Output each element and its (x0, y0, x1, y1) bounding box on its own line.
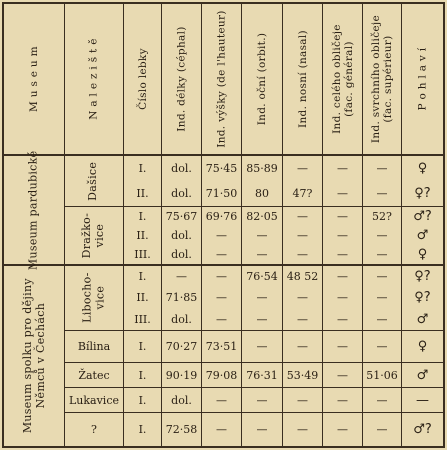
site-bilina: Bílina (77, 340, 111, 353)
site-drazkovice-line1: Dražko- (80, 212, 94, 259)
cell-sex: ♀? (414, 186, 431, 201)
cell-face: — (337, 187, 348, 200)
museum-pardubice: Museum pardubické (26, 150, 40, 270)
cell-height: 73·51 (205, 340, 238, 353)
cell-face: — (337, 229, 348, 242)
rule-bottom (2, 446, 445, 448)
cell-height: — (216, 312, 227, 326)
cell-nasal: 47? (292, 187, 313, 200)
site-libochovice-line2: vice (92, 286, 106, 310)
cell-height: 75·45 (205, 162, 238, 175)
cell-face: — (337, 291, 348, 304)
cell-length: dol. (171, 187, 192, 200)
cell-face: — (337, 162, 348, 175)
cell-sex: ♀ (417, 161, 428, 176)
cell-upper: — (376, 248, 388, 261)
cell-sex: — (416, 392, 429, 408)
cell-height: — (216, 229, 227, 242)
cell-orbital: — (256, 291, 268, 304)
cell-sex: ♂ (416, 367, 429, 383)
cell-nasal: — (297, 162, 308, 175)
cell-sex: ♂ (416, 311, 429, 327)
cell-face: — (337, 248, 348, 261)
cell-nasal: — (297, 340, 308, 353)
site-drazkovice-line2: vice (92, 223, 106, 248)
cell-orbital: 76·54 (246, 270, 278, 283)
cell-upper: — (376, 393, 388, 407)
header-face-index (323, 4, 362, 154)
cell-nasal: — (297, 312, 308, 326)
cell-orbital: — (256, 423, 268, 436)
cell-sex: ♀? (414, 290, 431, 305)
cell-sex: ♀ (417, 339, 428, 354)
cell-height: 71·50 (205, 187, 238, 200)
museum-spolek-line2: Němců v Čechách (33, 303, 46, 409)
cell-sex: ♂ (416, 228, 429, 243)
header-upperface-line2: (fac. supérieur) (382, 35, 394, 123)
cell-upper: 51·06 (366, 368, 398, 382)
cell-height: — (216, 248, 227, 261)
header-upperface-index (363, 4, 401, 154)
cell-nasal: — (297, 248, 308, 261)
cell-sex: ♀ (417, 247, 428, 262)
cell-nasal: 53·49 (286, 368, 319, 382)
cell-length: dol. (171, 162, 192, 175)
cell-face: — (337, 368, 348, 382)
cell-nasal: — (297, 393, 308, 407)
cell-length: dol. (171, 229, 192, 242)
cell-upper: — (376, 187, 388, 200)
header-height-index: Ind. výšky (de l'hauteur) (215, 10, 228, 148)
header-museum: M u s e u m (27, 46, 40, 112)
header-site: N a l e z i š t ě (87, 38, 100, 120)
cell-orbital: 76·31 (246, 368, 278, 382)
cell-face: — (337, 393, 348, 407)
site-dasice: Dašice (86, 161, 100, 201)
cell-face: — (337, 270, 348, 283)
cell-face: — (337, 210, 348, 223)
cell-height: — (216, 423, 227, 436)
cell-upper: — (376, 312, 388, 326)
cell-orbital: 85·89 (246, 162, 278, 175)
cell-upper: 52? (372, 210, 392, 223)
site-libochovice (65, 266, 123, 330)
cell-orbital: — (256, 248, 268, 261)
header-upperface-line1: Ind. svrchního obličeje (369, 14, 382, 144)
cell-nasal: — (297, 423, 308, 436)
header-length-index: Ind. délky (céphal) (175, 26, 188, 132)
cell-upper: — (376, 162, 388, 175)
cell-nasal: 48 52 (286, 270, 319, 283)
site-libochovice-line1: Libocho- (80, 272, 94, 324)
cell-no: II. (136, 187, 149, 200)
cell-upper: — (376, 270, 388, 283)
cell-orbital: — (256, 312, 268, 326)
cell-length: 72·58 (165, 423, 198, 436)
cell-no: II. (136, 291, 149, 304)
cell-no: III. (134, 312, 151, 326)
cell-no: I. (138, 368, 147, 382)
cell-length: 75·67 (165, 210, 198, 223)
cell-upper: — (376, 229, 388, 242)
header-orbital-index: Ind. oční (orbit.) (255, 32, 268, 126)
cell-height: — (216, 291, 227, 304)
cell-no: I. (138, 210, 147, 223)
cell-orbital: — (256, 393, 268, 407)
cell-length: 70·27 (165, 340, 198, 353)
museum-spolek (4, 266, 64, 446)
cell-length: 71·85 (165, 291, 198, 304)
header-sex: P o h l a v í (416, 47, 429, 111)
cell-upper: — (376, 340, 388, 353)
cell-height: — (216, 393, 227, 407)
cell-sex: ♂? (413, 422, 432, 437)
cell-nasal: — (297, 229, 308, 242)
cell-height: — (216, 270, 227, 283)
cell-nasal: — (297, 291, 308, 304)
header-nasal-index: Ind. nosní (nasal) (296, 30, 309, 128)
cell-orbital: — (256, 229, 268, 242)
site-unknown: ? (91, 423, 97, 436)
cell-length: dol. (171, 393, 192, 407)
cell-no: I. (138, 162, 147, 175)
cell-orbital: 80 (255, 187, 269, 200)
cell-no: II. (136, 229, 149, 242)
cell-orbital: — (256, 340, 268, 353)
site-zatec: Žatec (78, 368, 110, 382)
cell-no: III. (134, 248, 151, 261)
header-face-line2: (fac. général) (342, 41, 355, 117)
cell-height: 79·08 (205, 368, 238, 382)
cell-face: — (337, 423, 348, 436)
cell-sex: ♀? (414, 269, 431, 284)
museum-spolek-line1: Museum spolku pro dějiny (20, 278, 34, 434)
cell-nasal: — (297, 210, 308, 223)
site-drazkovice (65, 207, 123, 264)
cell-no: I. (138, 423, 147, 436)
cell-no: I. (138, 340, 147, 353)
cell-length: — (176, 270, 187, 283)
cell-upper: — (376, 423, 388, 436)
cell-upper: — (376, 291, 388, 304)
cell-sex: ♂? (413, 209, 432, 224)
cell-length: dol. (171, 248, 192, 261)
cell-face: — (337, 340, 348, 353)
cell-height: 69·76 (205, 210, 238, 223)
cell-length: 90·19 (165, 368, 198, 382)
cell-no: I. (138, 393, 147, 407)
header-skull-no: Číslo lebky (136, 48, 149, 110)
cell-orbital: 82·05 (246, 210, 278, 223)
rule-right (443, 2, 445, 448)
cell-no: I. (138, 270, 147, 283)
header-face-line1: Ind. celého obličeje (330, 24, 343, 134)
site-lukavice: Lukavice (68, 393, 119, 407)
cell-length: dol. (171, 312, 192, 326)
cell-face: — (337, 312, 348, 326)
